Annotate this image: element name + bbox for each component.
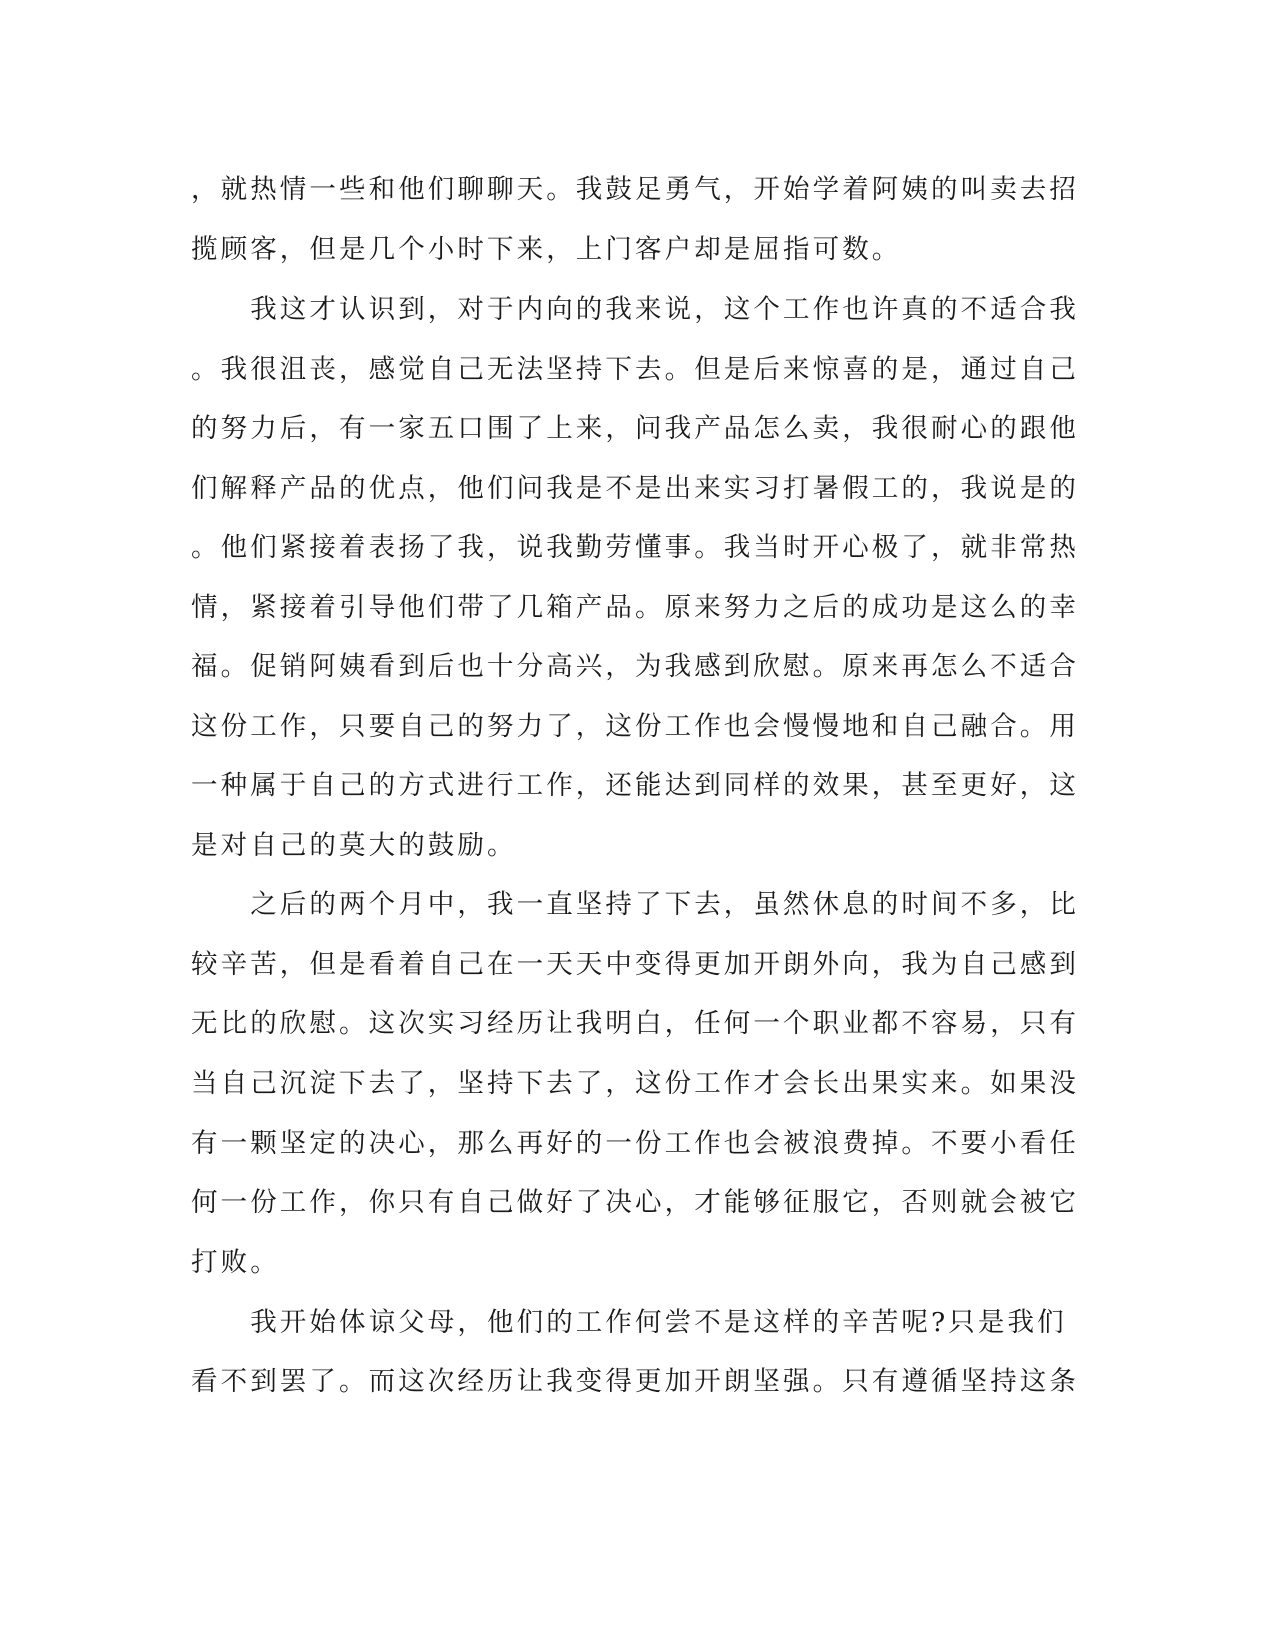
text-line: ，就热情一些和他们聊聊天。我鼓足勇气，开始学着阿姨的叫卖去招 — [191, 174, 1079, 205]
text-line: 无比的欣慰。这次实习经历让我明白，任何一个职业都不容易，只有 — [191, 1008, 1079, 1039]
text-line: 何一份工作，你只有自己做好了决心，才能够征服它，否则就会被它 — [191, 1187, 1079, 1218]
text-line: 。他们紧接着表扬了我，说我勤劳懂事。我当时开心极了，就非常热 — [191, 532, 1079, 563]
text-line: 们解释产品的优点，他们问我是不是出来实习打暑假工的，我说是的 — [191, 473, 1079, 504]
text-line: 较辛苦，但是看着自己在一天天中变得更加开朗外向，我为自己感到 — [191, 949, 1079, 980]
text-line: 当自己沉淀下去了，坚持下去了，这份工作才会长出果实来。如果没 — [191, 1068, 1079, 1099]
text-line: 有一颗坚定的决心，那么再好的一份工作也会被浪费掉。不要小看任 — [191, 1128, 1079, 1159]
text-line: 。我很沮丧，感觉自己无法坚持下去。但是后来惊喜的是，通过自己 — [191, 354, 1079, 385]
text-line: 这份工作，只要自己的努力了，这份工作也会慢慢地和自己融合。用 — [191, 711, 1079, 742]
text-line: 情，紧接着引导他们带了几箱产品。原来努力之后的成功是这么的幸 — [191, 592, 1079, 623]
text-line: 打败。 — [191, 1247, 280, 1278]
text-line: 我这才认识到，对于内向的我来说，这个工作也许真的不适合我 — [191, 294, 1079, 325]
text-line: 看不到罢了。而这次经历让我变得更加开朗坚强。只有遵循坚持这条 — [191, 1366, 1079, 1397]
text-line: 的努力后，有一家五口围了上来，问我产品怎么卖，我很耐心的跟他 — [191, 413, 1079, 444]
text-line: 是对自己的莫大的鼓励。 — [191, 830, 517, 861]
text-line: 一种属于自己的方式进行工作，还能达到同样的效果，甚至更好，这 — [191, 770, 1079, 801]
text-line: 我开始体谅父母，他们的工作何尝不是这样的辛苦呢?只是我们 — [191, 1307, 1067, 1338]
text-line: 福。促销阿姨看到后也十分高兴，为我感到欣慰。原来再怎么不适合 — [191, 651, 1079, 682]
text-line: 揽顾客，但是几个小时下来，上门客户却是屈指可数。 — [191, 234, 902, 265]
text-line: 之后的两个月中，我一直坚持了下去，虽然休息的时间不多，比 — [191, 889, 1079, 920]
